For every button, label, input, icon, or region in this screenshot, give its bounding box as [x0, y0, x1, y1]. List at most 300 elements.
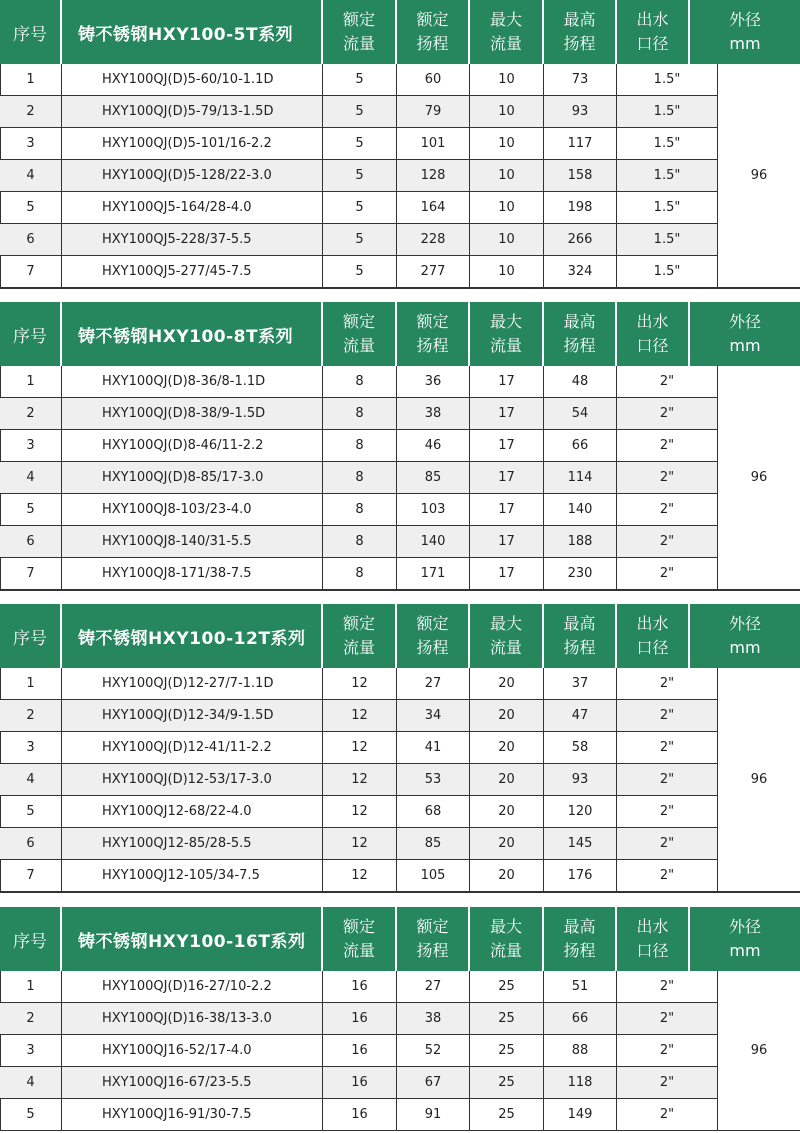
cell-rated-flow: 5	[323, 224, 397, 255]
cell-max-flow: 20	[470, 860, 544, 891]
cell-outlet: 2"	[617, 700, 718, 731]
header-rated-flow-line-2: 流量	[342, 336, 375, 355]
cell-model: HXY100QJ(D)12-53/17-3.0	[62, 764, 323, 795]
cell-outlet: 2"	[617, 398, 718, 429]
cell-rated-head: 41	[397, 732, 470, 763]
table-row	[0, 764, 718, 796]
cell-max-flow: 17	[470, 558, 544, 589]
header-outer-dia-line-1: 外径	[728, 917, 761, 936]
header-outlet-line-2: 口径	[636, 34, 669, 53]
cell-max-flow: 25	[470, 971, 544, 1002]
cell-seq: 4	[0, 764, 62, 795]
header-outer-dia	[690, 604, 800, 668]
table-row	[0, 860, 718, 892]
cell-max-head: 176	[544, 860, 617, 891]
cell-model: HXY100QJ12-105/34-7.5	[62, 860, 323, 891]
cell-outlet: 2"	[617, 1099, 718, 1130]
cell-max-flow: 10	[470, 96, 544, 127]
cell-rated-flow: 12	[323, 828, 397, 859]
cell-outlet: 1.5"	[617, 160, 718, 191]
cell-rated-flow: 12	[323, 700, 397, 731]
cell-model: HXY100QJ(D)5-79/13-1.5D	[62, 96, 323, 127]
cell-model: HXY100QJ(D)5-60/10-1.1D	[62, 64, 323, 95]
cell-seq: 3	[0, 128, 62, 159]
cell-model: HXY100QJ(D)8-46/11-2.2	[62, 430, 323, 461]
table-row	[0, 1003, 718, 1035]
cell-rated-flow: 16	[323, 1067, 397, 1098]
header-max-head-line-1: 最高	[563, 614, 596, 633]
cell-max-head: 54	[544, 398, 617, 429]
table-block	[0, 0, 800, 288]
header-max-flow	[470, 604, 544, 668]
cell-max-head: 37	[544, 668, 617, 699]
table-row	[0, 668, 718, 700]
header-outer-dia	[690, 907, 800, 971]
table-header	[0, 302, 800, 366]
cell-max-head: 73	[544, 64, 617, 95]
cell-rated-flow: 8	[323, 494, 397, 525]
cell-max-flow: 20	[470, 796, 544, 827]
cell-rated-head: 27	[397, 971, 470, 1002]
cell-rated-flow: 8	[323, 526, 397, 557]
cell-seq: 4	[0, 160, 62, 191]
cell-max-head: 58	[544, 732, 617, 763]
cell-model: HXY100QJ16-67/23-5.5	[62, 1067, 323, 1098]
table-gap	[0, 590, 800, 604]
header-outer-dia-line-2: mm	[729, 638, 761, 657]
cell-max-flow: 25	[470, 1035, 544, 1066]
cell-outer-dia: 96	[718, 366, 800, 590]
cell-model: HXY100QJ(D)12-41/11-2.2	[62, 732, 323, 763]
cell-max-flow: 10	[470, 256, 544, 287]
table-row	[0, 96, 718, 128]
table-header	[0, 907, 800, 971]
cell-seq: 2	[0, 96, 62, 127]
header-rated-flow-line-2: 流量	[342, 941, 375, 960]
cell-max-flow: 10	[470, 64, 544, 95]
cell-seq: 7	[0, 256, 62, 287]
table-block	[0, 604, 800, 892]
table-row	[0, 366, 718, 398]
cell-max-flow: 20	[470, 764, 544, 795]
cell-seq: 5	[0, 494, 62, 525]
cell-max-head: 47	[544, 700, 617, 731]
cell-outlet: 1.5"	[617, 224, 718, 255]
cell-max-head: 149	[544, 1099, 617, 1130]
cell-rated-flow: 12	[323, 732, 397, 763]
cell-rated-head: 38	[397, 1003, 470, 1034]
cell-max-flow: 20	[470, 668, 544, 699]
table-title: 铸不锈钢HXY100-16T系列	[62, 907, 323, 971]
header-max-head-line-1: 最高	[563, 917, 596, 936]
cell-rated-head: 171	[397, 558, 470, 589]
header-max-head-line-2: 扬程	[563, 638, 596, 657]
cell-outlet: 2"	[617, 860, 718, 891]
header-outer-dia-line-1: 外径	[728, 10, 761, 29]
header-rated-head	[397, 302, 470, 366]
header-max-flow-line-2: 流量	[489, 336, 522, 355]
cell-rated-head: 79	[397, 96, 470, 127]
header-rated-flow	[323, 0, 397, 64]
header-max-head-line-2: 扬程	[563, 34, 596, 53]
table-row	[0, 224, 718, 256]
header-rated-flow	[323, 604, 397, 668]
cell-max-head: 324	[544, 256, 617, 287]
cell-outlet: 2"	[617, 494, 718, 525]
cell-rated-flow: 5	[323, 256, 397, 287]
cell-outer-dia: 96	[718, 971, 800, 1131]
header-max-flow-line-1: 最大	[489, 312, 522, 331]
table-title: 铸不锈钢HXY100-5T系列	[62, 0, 323, 64]
cell-rated-head: 128	[397, 160, 470, 191]
cell-seq: 5	[0, 192, 62, 223]
cell-outlet: 1.5"	[617, 192, 718, 223]
cell-seq: 2	[0, 700, 62, 731]
header-outlet-line-1: 出水	[636, 312, 669, 331]
cell-model: HXY100QJ16-91/30-7.5	[62, 1099, 323, 1130]
cell-rated-head: 105	[397, 860, 470, 891]
cell-model: HXY100QJ(D)8-38/9-1.5D	[62, 398, 323, 429]
table-title: 铸不锈钢HXY100-12T系列	[62, 604, 323, 668]
header-outlet-line-1: 出水	[636, 614, 669, 633]
table-header	[0, 0, 800, 64]
cell-max-flow: 17	[470, 526, 544, 557]
header-rated-flow-line-2: 流量	[342, 34, 375, 53]
cell-outlet: 2"	[617, 1067, 718, 1098]
header-max-head-line-2: 扬程	[563, 336, 596, 355]
cell-model: HXY100QJ5-164/28-4.0	[62, 192, 323, 223]
header-outer-dia	[690, 0, 800, 64]
cell-seq: 2	[0, 398, 62, 429]
header-outer-dia-line-2: mm	[729, 34, 761, 53]
header-outlet	[617, 302, 690, 366]
header-rated-flow-line-1: 额定	[342, 10, 375, 29]
cell-max-flow: 17	[470, 462, 544, 493]
cell-rated-flow: 8	[323, 462, 397, 493]
header-rated-flow-line-1: 额定	[342, 312, 375, 331]
table-row	[0, 160, 718, 192]
header-rated-head-line-2: 扬程	[416, 336, 449, 355]
table-row	[0, 398, 718, 430]
cell-outlet: 1.5"	[617, 64, 718, 95]
cell-max-head: 266	[544, 224, 617, 255]
table-row	[0, 558, 718, 590]
header-max-head	[544, 907, 617, 971]
table-row	[0, 494, 718, 526]
cell-rated-flow: 5	[323, 192, 397, 223]
header-outer-dia-line-1: 外径	[728, 614, 761, 633]
cell-model: HXY100QJ5-228/37-5.5	[62, 224, 323, 255]
header-outlet-line-2: 口径	[636, 336, 669, 355]
cell-rated-head: 101	[397, 128, 470, 159]
cell-outlet: 2"	[617, 764, 718, 795]
cell-outlet: 2"	[617, 462, 718, 493]
cell-max-flow: 17	[470, 366, 544, 397]
cell-rated-flow: 5	[323, 160, 397, 191]
cell-rated-head: 60	[397, 64, 470, 95]
cell-max-flow: 10	[470, 192, 544, 223]
header-rated-head	[397, 604, 470, 668]
cell-rated-head: 68	[397, 796, 470, 827]
table-row	[0, 700, 718, 732]
cell-outer-dia: 96	[718, 668, 800, 892]
cell-seq: 5	[0, 796, 62, 827]
cell-rated-flow: 5	[323, 64, 397, 95]
cell-rated-head: 91	[397, 1099, 470, 1130]
header-seq: 序号	[0, 0, 62, 64]
cell-model: HXY100QJ(D)5-101/16-2.2	[62, 128, 323, 159]
cell-max-flow: 20	[470, 700, 544, 731]
cell-outlet: 1.5"	[617, 96, 718, 127]
header-rated-head-line-2: 扬程	[416, 34, 449, 53]
cell-seq: 3	[0, 1035, 62, 1066]
header-max-flow-line-1: 最大	[489, 614, 522, 633]
header-max-flow-line-1: 最大	[489, 10, 522, 29]
header-max-flow	[470, 0, 544, 64]
table-row	[0, 462, 718, 494]
cell-max-head: 230	[544, 558, 617, 589]
cell-rated-head: 38	[397, 398, 470, 429]
cell-seq: 6	[0, 828, 62, 859]
cell-seq: 4	[0, 1067, 62, 1098]
cell-model: HXY100QJ(D)8-85/17-3.0	[62, 462, 323, 493]
table-row	[0, 256, 718, 288]
cell-seq: 3	[0, 732, 62, 763]
header-max-flow-line-2: 流量	[489, 941, 522, 960]
cell-seq: 6	[0, 224, 62, 255]
cell-max-flow: 25	[470, 1067, 544, 1098]
cell-max-flow: 17	[470, 494, 544, 525]
table-row	[0, 828, 718, 860]
cell-rated-head: 34	[397, 700, 470, 731]
cell-outlet: 2"	[617, 366, 718, 397]
cell-seq: 7	[0, 558, 62, 589]
header-max-flow	[470, 907, 544, 971]
header-seq: 序号	[0, 604, 62, 668]
cell-seq: 4	[0, 462, 62, 493]
cell-model: HXY100QJ8-103/23-4.0	[62, 494, 323, 525]
cell-rated-flow: 12	[323, 668, 397, 699]
cell-rated-head: 85	[397, 828, 470, 859]
cell-model: HXY100QJ(D)12-27/7-1.1D	[62, 668, 323, 699]
table-row	[0, 971, 718, 1003]
cell-outlet: 2"	[617, 1035, 718, 1066]
table-row	[0, 1035, 718, 1067]
header-rated-head-line-2: 扬程	[416, 941, 449, 960]
header-seq: 序号	[0, 907, 62, 971]
table-row	[0, 128, 718, 160]
cell-outlet: 1.5"	[617, 128, 718, 159]
cell-seq: 3	[0, 430, 62, 461]
table-row	[0, 526, 718, 558]
cell-max-head: 66	[544, 1003, 617, 1034]
cell-max-head: 117	[544, 128, 617, 159]
header-rated-flow-line-2: 流量	[342, 638, 375, 657]
cell-model: HXY100QJ12-68/22-4.0	[62, 796, 323, 827]
cell-rated-flow: 16	[323, 1099, 397, 1130]
cell-model: HXY100QJ(D)5-128/22-3.0	[62, 160, 323, 191]
cell-seq: 1	[0, 366, 62, 397]
table-header	[0, 604, 800, 668]
header-rated-flow	[323, 907, 397, 971]
header-outlet-line-2: 口径	[636, 638, 669, 657]
cell-outlet: 2"	[617, 430, 718, 461]
cell-rated-head: 46	[397, 430, 470, 461]
cell-max-flow: 20	[470, 732, 544, 763]
header-rated-head-line-2: 扬程	[416, 638, 449, 657]
cell-model: HXY100QJ(D)12-34/9-1.5D	[62, 700, 323, 731]
cell-max-head: 93	[544, 764, 617, 795]
cell-max-flow: 10	[470, 224, 544, 255]
cell-rated-head: 67	[397, 1067, 470, 1098]
cell-outlet: 2"	[617, 558, 718, 589]
cell-rated-flow: 8	[323, 398, 397, 429]
cell-model: HXY100QJ8-140/31-5.5	[62, 526, 323, 557]
cell-outer-dia: 96	[718, 64, 800, 288]
table-row	[0, 732, 718, 764]
header-outlet	[617, 0, 690, 64]
cell-outlet: 1.5"	[617, 256, 718, 287]
cell-rated-head: 52	[397, 1035, 470, 1066]
cell-outlet: 2"	[617, 668, 718, 699]
header-max-head-line-2: 扬程	[563, 941, 596, 960]
cell-outlet: 2"	[617, 796, 718, 827]
table-row	[0, 1099, 718, 1131]
header-max-head-line-1: 最高	[563, 10, 596, 29]
header-max-head	[544, 604, 617, 668]
cell-rated-flow: 8	[323, 558, 397, 589]
table-row	[0, 192, 718, 224]
cell-rated-head: 277	[397, 256, 470, 287]
cell-rated-head: 53	[397, 764, 470, 795]
cell-max-head: 114	[544, 462, 617, 493]
table-gap	[0, 288, 800, 302]
cell-model: HXY100QJ(D)16-38/13-3.0	[62, 1003, 323, 1034]
cell-outlet: 2"	[617, 971, 718, 1002]
cell-max-flow: 20	[470, 828, 544, 859]
cell-max-head: 158	[544, 160, 617, 191]
cell-rated-head: 85	[397, 462, 470, 493]
header-rated-flow-line-1: 额定	[342, 614, 375, 633]
header-rated-flow	[323, 302, 397, 366]
cell-outlet: 2"	[617, 828, 718, 859]
header-outlet-line-2: 口径	[636, 941, 669, 960]
cell-rated-head: 228	[397, 224, 470, 255]
cell-max-head: 118	[544, 1067, 617, 1098]
cell-rated-head: 36	[397, 366, 470, 397]
cell-rated-flow: 12	[323, 764, 397, 795]
cell-rated-head: 164	[397, 192, 470, 223]
cell-seq: 1	[0, 971, 62, 1002]
header-outlet	[617, 604, 690, 668]
cell-max-head: 48	[544, 366, 617, 397]
cell-rated-flow: 12	[323, 796, 397, 827]
table-row	[0, 430, 718, 462]
cell-model: HXY100QJ8-171/38-7.5	[62, 558, 323, 589]
cell-seq: 5	[0, 1099, 62, 1130]
cell-rated-flow: 16	[323, 971, 397, 1002]
cell-max-head: 188	[544, 526, 617, 557]
cell-outlet: 2"	[617, 732, 718, 763]
table-row	[0, 1067, 718, 1099]
table-block	[0, 907, 800, 1131]
cell-max-head: 120	[544, 796, 617, 827]
cell-max-head: 198	[544, 192, 617, 223]
cell-max-flow: 10	[470, 160, 544, 191]
cell-max-flow: 25	[470, 1003, 544, 1034]
header-max-flow-line-2: 流量	[489, 638, 522, 657]
cell-rated-head: 103	[397, 494, 470, 525]
cell-max-head: 66	[544, 430, 617, 461]
cell-max-head: 93	[544, 96, 617, 127]
cell-seq: 6	[0, 526, 62, 557]
cell-model: HXY100QJ16-52/17-4.0	[62, 1035, 323, 1066]
table-title: 铸不锈钢HXY100-8T系列	[62, 302, 323, 366]
table-block	[0, 302, 800, 590]
header-outer-dia	[690, 302, 800, 366]
cell-rated-flow: 5	[323, 96, 397, 127]
table-row	[0, 796, 718, 828]
header-max-flow	[470, 302, 544, 366]
header-outer-dia-line-2: mm	[729, 336, 761, 355]
cell-seq: 2	[0, 1003, 62, 1034]
cell-rated-flow: 8	[323, 430, 397, 461]
header-outer-dia-line-1: 外径	[728, 312, 761, 331]
cell-max-head: 88	[544, 1035, 617, 1066]
cell-rated-flow: 12	[323, 860, 397, 891]
header-max-head	[544, 0, 617, 64]
cell-max-flow: 25	[470, 1099, 544, 1130]
cell-max-flow: 10	[470, 128, 544, 159]
cell-max-head: 51	[544, 971, 617, 1002]
cell-max-head: 145	[544, 828, 617, 859]
header-seq: 序号	[0, 302, 62, 366]
cell-max-flow: 17	[470, 398, 544, 429]
table-row	[0, 64, 718, 96]
header-rated-head-line-1: 额定	[416, 917, 449, 936]
cell-rated-flow: 5	[323, 128, 397, 159]
cell-outlet: 2"	[617, 1003, 718, 1034]
cell-rated-head: 140	[397, 526, 470, 557]
cell-model: HXY100QJ12-85/28-5.5	[62, 828, 323, 859]
header-max-head	[544, 302, 617, 366]
cell-rated-head: 27	[397, 668, 470, 699]
cell-seq: 1	[0, 64, 62, 95]
cell-outlet: 2"	[617, 526, 718, 557]
cell-max-head: 140	[544, 494, 617, 525]
header-rated-head-line-1: 额定	[416, 614, 449, 633]
header-max-flow-line-1: 最大	[489, 917, 522, 936]
cell-seq: 7	[0, 860, 62, 891]
table-gap	[0, 892, 800, 907]
cell-model: HXY100QJ(D)16-27/10-2.2	[62, 971, 323, 1002]
header-rated-head	[397, 907, 470, 971]
header-rated-head-line-1: 额定	[416, 10, 449, 29]
header-outlet-line-1: 出水	[636, 917, 669, 936]
cell-model: HXY100QJ5-277/45-7.5	[62, 256, 323, 287]
cell-rated-flow: 16	[323, 1035, 397, 1066]
header-outlet-line-1: 出水	[636, 10, 669, 29]
header-max-head-line-1: 最高	[563, 312, 596, 331]
header-outer-dia-line-2: mm	[729, 941, 761, 960]
header-rated-head	[397, 0, 470, 64]
header-max-flow-line-2: 流量	[489, 34, 522, 53]
cell-seq: 1	[0, 668, 62, 699]
cell-rated-flow: 8	[323, 366, 397, 397]
header-rated-flow-line-1: 额定	[342, 917, 375, 936]
header-rated-head-line-1: 额定	[416, 312, 449, 331]
cell-rated-flow: 16	[323, 1003, 397, 1034]
